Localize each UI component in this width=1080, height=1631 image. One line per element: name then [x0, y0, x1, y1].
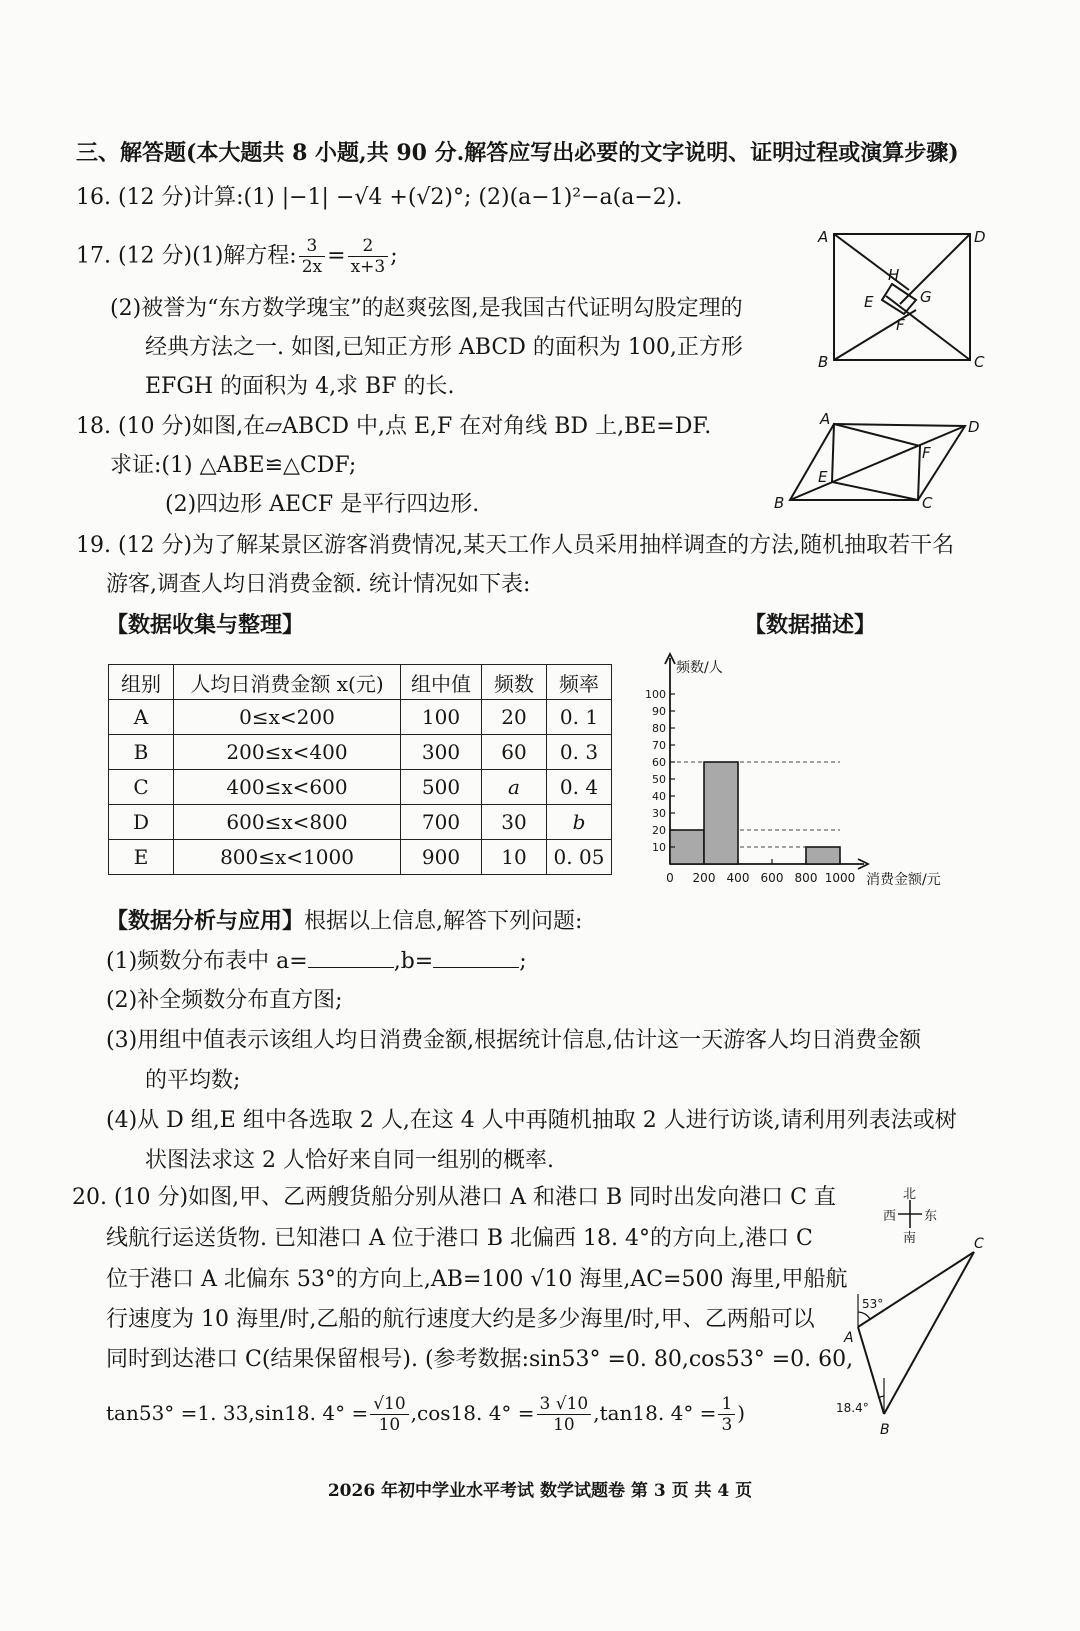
- label-f: F: [922, 444, 931, 462]
- label-g: G: [920, 288, 932, 306]
- y-tick-label: 30: [652, 807, 666, 820]
- section-title: 三、解答题(本大题共 8 小题,共 90 分.解答应写出必要的文字说明、证明过程或演算步骤): [76, 140, 959, 166]
- y-tick-label: 10: [652, 841, 666, 854]
- cell: b: [547, 805, 612, 840]
- table-row: [109, 770, 612, 805]
- q17-part2-line1: (2)被誉为“东方数学瑰宝”的赵爽弦图,是我国古代证明勾股定理的: [110, 296, 743, 321]
- cell: 500: [401, 770, 482, 805]
- cell: 10: [482, 840, 547, 875]
- x-tick-label: 1000: [824, 871, 856, 885]
- y-tick-label: 40: [652, 790, 666, 803]
- q20-f2-num: 3 √10: [537, 1394, 592, 1415]
- table-row: [109, 700, 612, 735]
- th-amount: 人均日消费金额 x(元): [174, 665, 401, 700]
- q17-prefix: 17. (12 分)(1)解方程:: [76, 243, 297, 269]
- q20-fraction-tan: [718, 1394, 735, 1435]
- table-row: [109, 840, 612, 875]
- line-d-e: [900, 234, 970, 304]
- x-tick-label: 600: [760, 871, 784, 885]
- question-20-line1: 20. (10 分)如图,甲、乙两艘货船分别从港口 A 和港口 B 同时出发向港口 C 直: [72, 1185, 836, 1210]
- q17-f2-den: x+3: [350, 257, 386, 277]
- compass-north: 北: [903, 1187, 917, 1202]
- cell: 20: [482, 700, 547, 735]
- cell: E: [109, 840, 174, 875]
- q19-sub1-b: ,b=: [393, 949, 434, 974]
- y-tick-label: 100: [645, 688, 666, 701]
- y-tick-label: 80: [652, 722, 666, 735]
- q20-fraction-sin: [370, 1394, 408, 1435]
- question-20-line6: [106, 1394, 745, 1435]
- q17-fraction-2: [348, 236, 389, 277]
- label-b: B: [880, 1422, 890, 1438]
- cell: B: [109, 735, 174, 770]
- compass-east: 东: [924, 1209, 938, 1224]
- question-16: 16. (12 分)计算:(1) |−1| −√4 +(√2)°; (2)(a−1)²−a(a−2).: [76, 185, 683, 210]
- data-collect-title: 【数据收集与整理】: [106, 612, 305, 638]
- table-header-row: [109, 665, 612, 700]
- q20-l6-c: ,tan18. 4° =: [593, 1401, 717, 1425]
- quadrilateral-aecf: [832, 424, 920, 500]
- q19-sub2: (2)补全频数分布直方图;: [106, 988, 343, 1013]
- label-e: E: [818, 468, 828, 486]
- x-tick-label: 200: [692, 871, 716, 885]
- zhao-shuang-figure: [812, 222, 992, 372]
- analysis-intro: 根据以上信息,解答下列问题:: [304, 909, 583, 934]
- question-19-line2: 游客,调查人均日消费金额. 统计情况如下表:: [106, 572, 531, 597]
- q20-f3-den: 3: [721, 1415, 733, 1435]
- label-c: C: [922, 494, 933, 512]
- cell: 400≤x<600: [174, 770, 401, 805]
- label-a: A: [818, 228, 829, 246]
- cell: 0. 1: [547, 700, 612, 735]
- histogram-bar: [704, 762, 738, 864]
- q20-f1-den: 10: [378, 1415, 401, 1435]
- q20-l6-d: ): [737, 1401, 746, 1425]
- q19-sub1-a: (1)频数分布表中 a=: [106, 949, 308, 974]
- q17-f1-den: 2x: [301, 257, 323, 277]
- square-efgh: [882, 284, 916, 314]
- cell: 700: [401, 805, 482, 840]
- analysis-line: [106, 906, 582, 937]
- q17-fraction-1: [299, 236, 325, 277]
- frequency-table: [108, 664, 612, 875]
- q20-f1-num: √10: [370, 1394, 408, 1415]
- cell: 600≤x<800: [174, 805, 401, 840]
- question-20-line2: 线航行运送货物. 已知港口 A 位于港口 B 北偏西 18. 4°的方向上,港口 C: [106, 1226, 813, 1251]
- q17-part2-line2: 经典方法之一. 如图,已知正方形 ABCD 的面积为 100,正方形: [145, 335, 743, 360]
- question-18-line3: (2)四边形 AECF 是平行四边形.: [165, 492, 480, 517]
- th-rate: 频率: [547, 665, 612, 700]
- q20-fraction-cos: [537, 1394, 592, 1435]
- cell: A: [109, 700, 174, 735]
- page-footer: 2026 年初中学业水平考试 数学试题卷 第 3 页 共 4 页: [327, 1481, 753, 1501]
- navigation-figure: [832, 1182, 1002, 1442]
- label-a: A: [844, 1330, 854, 1346]
- cell: 0. 3: [547, 735, 612, 770]
- y-tick-label: 50: [652, 773, 666, 786]
- cell: D: [109, 805, 174, 840]
- compass-west: 西: [883, 1209, 897, 1224]
- y-tick-label: 20: [652, 824, 666, 837]
- q19-sub1-c: ;: [519, 949, 527, 974]
- q19-sub4-line1: (4)从 D 组,E 组中各选取 2 人,在这 4 人中再随机抽取 2 人进行访谈,请利用列表法或树: [106, 1108, 957, 1133]
- histogram-bar: [806, 847, 840, 864]
- analysis-title: 【数据分析与应用】: [106, 908, 305, 934]
- answer-blank-a[interactable]: [308, 947, 394, 968]
- y-tick-label: 60: [652, 756, 666, 769]
- q20-f3-num: 1: [718, 1394, 735, 1415]
- cell: a: [482, 770, 547, 805]
- y-tick-label: 90: [652, 705, 666, 718]
- question-20-line3: 位于港口 A 北偏东 53°的方向上,AB=100 √10 海里,AC=500 海里,甲船航: [106, 1267, 848, 1292]
- cell: 300: [401, 735, 482, 770]
- table-row: [109, 805, 612, 840]
- y-axis-label: 频数/人: [676, 660, 723, 676]
- th-group: 组别: [109, 665, 174, 700]
- label-h: H: [888, 266, 900, 284]
- q19-sub3-line1: (3)用组中值表示该组人均日消费金额,根据统计信息,估计这一天游客人均日消费金额: [106, 1028, 922, 1053]
- histogram-chart: [636, 648, 966, 893]
- cell: 0≤x<200: [174, 700, 401, 735]
- square-abcd: [834, 234, 970, 360]
- compass-south: 南: [903, 1231, 917, 1246]
- label-d: D: [974, 228, 986, 246]
- question-18-line1: 18. (10 分)如图,在▱ABCD 中,点 E,F 在对角线 BD 上,BE=DF.: [76, 414, 712, 439]
- label-f: F: [896, 316, 905, 334]
- compass: [883, 1187, 937, 1246]
- cell: 60: [482, 735, 547, 770]
- label-b: B: [818, 353, 829, 371]
- histogram-bar: [670, 830, 704, 864]
- q20-l6-a: tan53° =1. 33,sin18. 4° =: [106, 1401, 369, 1425]
- cell: 0. 4: [547, 770, 612, 805]
- cell: 900: [401, 840, 482, 875]
- data-describe-title: 【数据描述】: [744, 612, 877, 638]
- x-axis-label: 消费金额/元: [866, 872, 941, 888]
- table-row: [109, 735, 612, 770]
- th-midpoint: 组中值: [401, 665, 482, 700]
- question-19-line1: 19. (12 分)为了解某景区游客消费情况,某天工作人员采用抽样调查的方法,随机抽取若干名: [76, 533, 955, 558]
- line-b-c: [884, 1252, 974, 1414]
- question-18-line2: 求证:(1) △ABE≌△CDF;: [110, 453, 357, 478]
- angle-53-label: 53°: [862, 1297, 884, 1311]
- angle-arc-53: [858, 1312, 870, 1319]
- question-17-part1: [76, 236, 398, 277]
- q19-sub3-line2: 的平均数;: [145, 1068, 241, 1093]
- cell: 200≤x<400: [174, 735, 401, 770]
- diagonal-bd: [790, 426, 965, 500]
- th-frequency: 频数: [482, 665, 547, 700]
- cell: C: [109, 770, 174, 805]
- cell: 800≤x<1000: [174, 840, 401, 875]
- q17-eq: =: [327, 243, 346, 269]
- line-a-c: [858, 1252, 974, 1327]
- label-b: B: [774, 494, 785, 512]
- q20-l6-b: ,cos18. 4° =: [410, 1401, 535, 1425]
- x-tick-label: 800: [794, 871, 818, 885]
- parallelogram-figure: [770, 410, 985, 515]
- cell: 100: [401, 700, 482, 735]
- label-e: E: [864, 293, 874, 311]
- question-20-line4: 行速度为 10 海里/时,乙船的航行速度大约是多少海里/时,甲、乙两船可以: [106, 1307, 815, 1332]
- q17-f1-num: 3: [299, 236, 325, 257]
- answer-blank-b[interactable]: [433, 947, 519, 968]
- label-a: A: [820, 410, 831, 428]
- angle-18-label: 18.4°: [836, 1401, 869, 1415]
- label-d: D: [968, 418, 980, 436]
- question-20-line5: 同时到达港口 C(结果保留根号). (参考数据:sin53° =0. 80,cos53° =0. 60,: [106, 1347, 854, 1372]
- q19-sub4-line2: 状图法求这 2 人恰好来自同一组别的概率.: [145, 1148, 554, 1173]
- q17-part2-line3: EFGH 的面积为 4,求 BF 的长.: [145, 374, 455, 399]
- y-tick-label: 70: [652, 739, 666, 752]
- q19-sub1: [106, 947, 527, 977]
- q17-f2-num: 2: [348, 236, 389, 257]
- label-c: C: [974, 353, 985, 371]
- x-tick-label: 400: [726, 871, 750, 885]
- x-tick-label: 0: [666, 871, 674, 885]
- q20-f2-den: 10: [553, 1415, 575, 1435]
- cell: 0. 05: [547, 840, 612, 875]
- cell: 30: [482, 805, 547, 840]
- label-c: C: [974, 1236, 984, 1252]
- q17-suffix: ;: [390, 243, 398, 269]
